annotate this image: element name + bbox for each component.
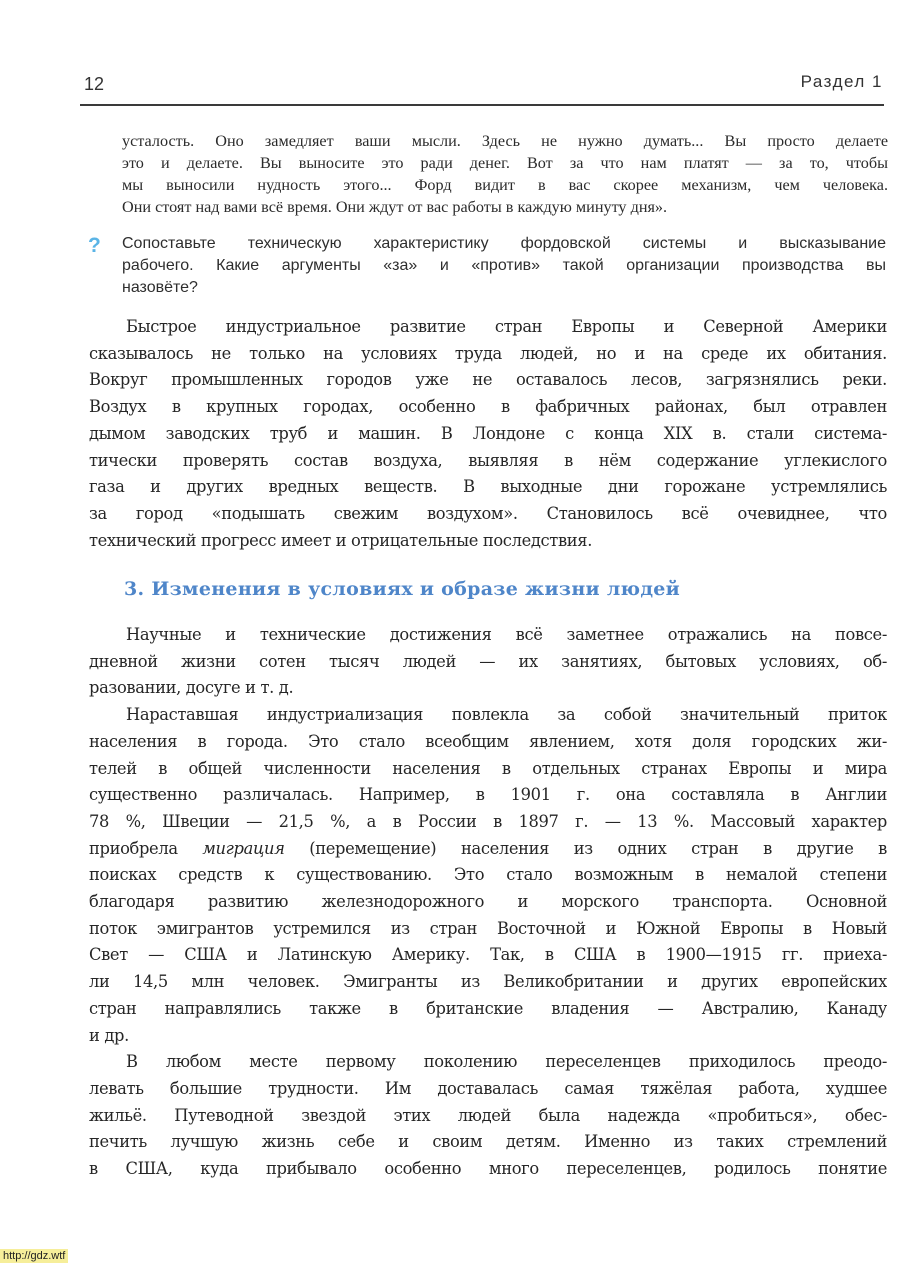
text-line: [89, 836, 887, 863]
term-migration: миграция: [202, 838, 285, 858]
text-line: сказывалось не только на условиях труда людей, но и на среде их обитания.: [89, 343, 887, 363]
text-line: тически проверять состав воздуха, выявляя в нём содержание углекислого: [89, 450, 887, 470]
text-line: Научные и технические достижения всё заметнее отражались на повсе-: [126, 625, 887, 644]
text-line: газа и других вредных веществ. В выходные дни горожане устремлялись: [89, 477, 887, 497]
paragraph-industrial-development: [89, 314, 887, 554]
question-line: назовёте?: [122, 279, 198, 296]
text-line: Свет — США и Латинскую Америку. Так, в США в 1900—1915 гг. приеха-: [89, 945, 887, 965]
text-line: Быстрое индустриальное развитие стран Европы и Северной Америки: [126, 317, 887, 336]
question-line: Сопоставьте техническую характеристику фордовской системы и высказывание: [122, 235, 886, 252]
text-line: дневной жизни сотен тысяч людей — их занятиях, бытовых условиях, об-: [89, 651, 887, 671]
text-line: благодаря развитию железнодорожного и морского транспорта. Основной: [89, 892, 887, 912]
text-fragment: (перемещение) населения из одних стран в другие в: [309, 838, 887, 858]
text-line: за город «подышать свежим воздухом». Становилось всё очевиднее, что: [89, 503, 887, 523]
text-line: поток эмигрантов устремился из стран Восточной и Южной Европы в Новый: [89, 918, 887, 938]
quote-line: Они стоят над вами всё время. Они ждут от вас работы в каждую минуту дня».: [122, 198, 668, 216]
text-line: телей в общей численности населения в отдельных странах Европы и мира: [89, 758, 887, 778]
quote-line: мы выносили нудность этого... Форд видит в вас скорее механизм, чем человека.: [122, 176, 888, 194]
text-line: существенно различалась. Например, в 1901 г. она составляла в Англии: [89, 785, 887, 805]
quote-line: усталость. Оно замедляет ваши мысли. Здесь не нужно думать... Вы просто делаете: [122, 132, 888, 150]
header-divider: [80, 104, 884, 106]
page-number: 12: [84, 74, 105, 94]
text-line: дымом заводских труб и машин. В Лондоне с конца XIX в. стали система-: [89, 423, 887, 443]
text-line: разовании, досуге и т. д.: [89, 678, 294, 698]
section-label: Раздел 1: [800, 72, 883, 91]
question-line: рабочего. Какие аргументы «за» и «против» такой организации производства вы: [122, 257, 886, 274]
quote-line: это и делаете. Вы выносите это ради денег. Вот за что нам платят — за то, чтобы: [122, 154, 888, 172]
text-line: левать большие трудности. Им доставалась самая тяжёлая работа, худшее: [89, 1078, 887, 1098]
text-line: поисках средств к существованию. Это стало возможным в немалой степени: [89, 865, 887, 885]
text-line: Вокруг промышленных городов уже не оставалось лесов, загрязнялись реки.: [89, 370, 887, 390]
text-line: 78 %, Швеции — 21,5 %, а в России в 1897 г. — 13 %. Массовый характер: [89, 811, 887, 831]
worker-quote: [122, 130, 888, 218]
section-heading: 3. Изменения в условиях и образе жизни людей: [124, 578, 681, 600]
text-line: населения в города. Это стало всеобщим явлением, хотя доля городских жи-: [89, 731, 887, 751]
text-line: в США, куда прибывало особенно много переселенцев, родилось понятие: [89, 1159, 887, 1179]
text-line: жильё. Путеводной звездой этих людей была надежда «пробиться», обес-: [89, 1105, 887, 1125]
text-fragment: приобрела: [89, 838, 178, 858]
text-line: В любом месте первому поколению переселенцев приходилось преодо-: [126, 1052, 887, 1072]
text-line: стран направлялись также в британские владения — Австралию, Канаду: [89, 998, 887, 1018]
text-line: Воздух в крупных городах, особенно в фабричных районах, был отравлен: [89, 397, 887, 417]
question-block: [122, 233, 886, 299]
section-3-text: [89, 622, 887, 1183]
watermark-link[interactable]: http://gdz.wtf: [0, 1249, 68, 1263]
question-mark-icon: ?: [88, 234, 101, 257]
text-line: Нараставшая индустриализация повлекла за собой значительный приток: [126, 705, 887, 725]
text-line: ли 14,5 млн человек. Эмигранты из Великобритании и других европейских: [89, 972, 887, 992]
text-line: и др.: [89, 1025, 129, 1045]
text-line: печить лучшую жизнь себе и своим детям. Именно из таких стремлений: [89, 1132, 887, 1152]
text-line: технический прогресс имеет и отрицательные последствия.: [89, 530, 593, 550]
